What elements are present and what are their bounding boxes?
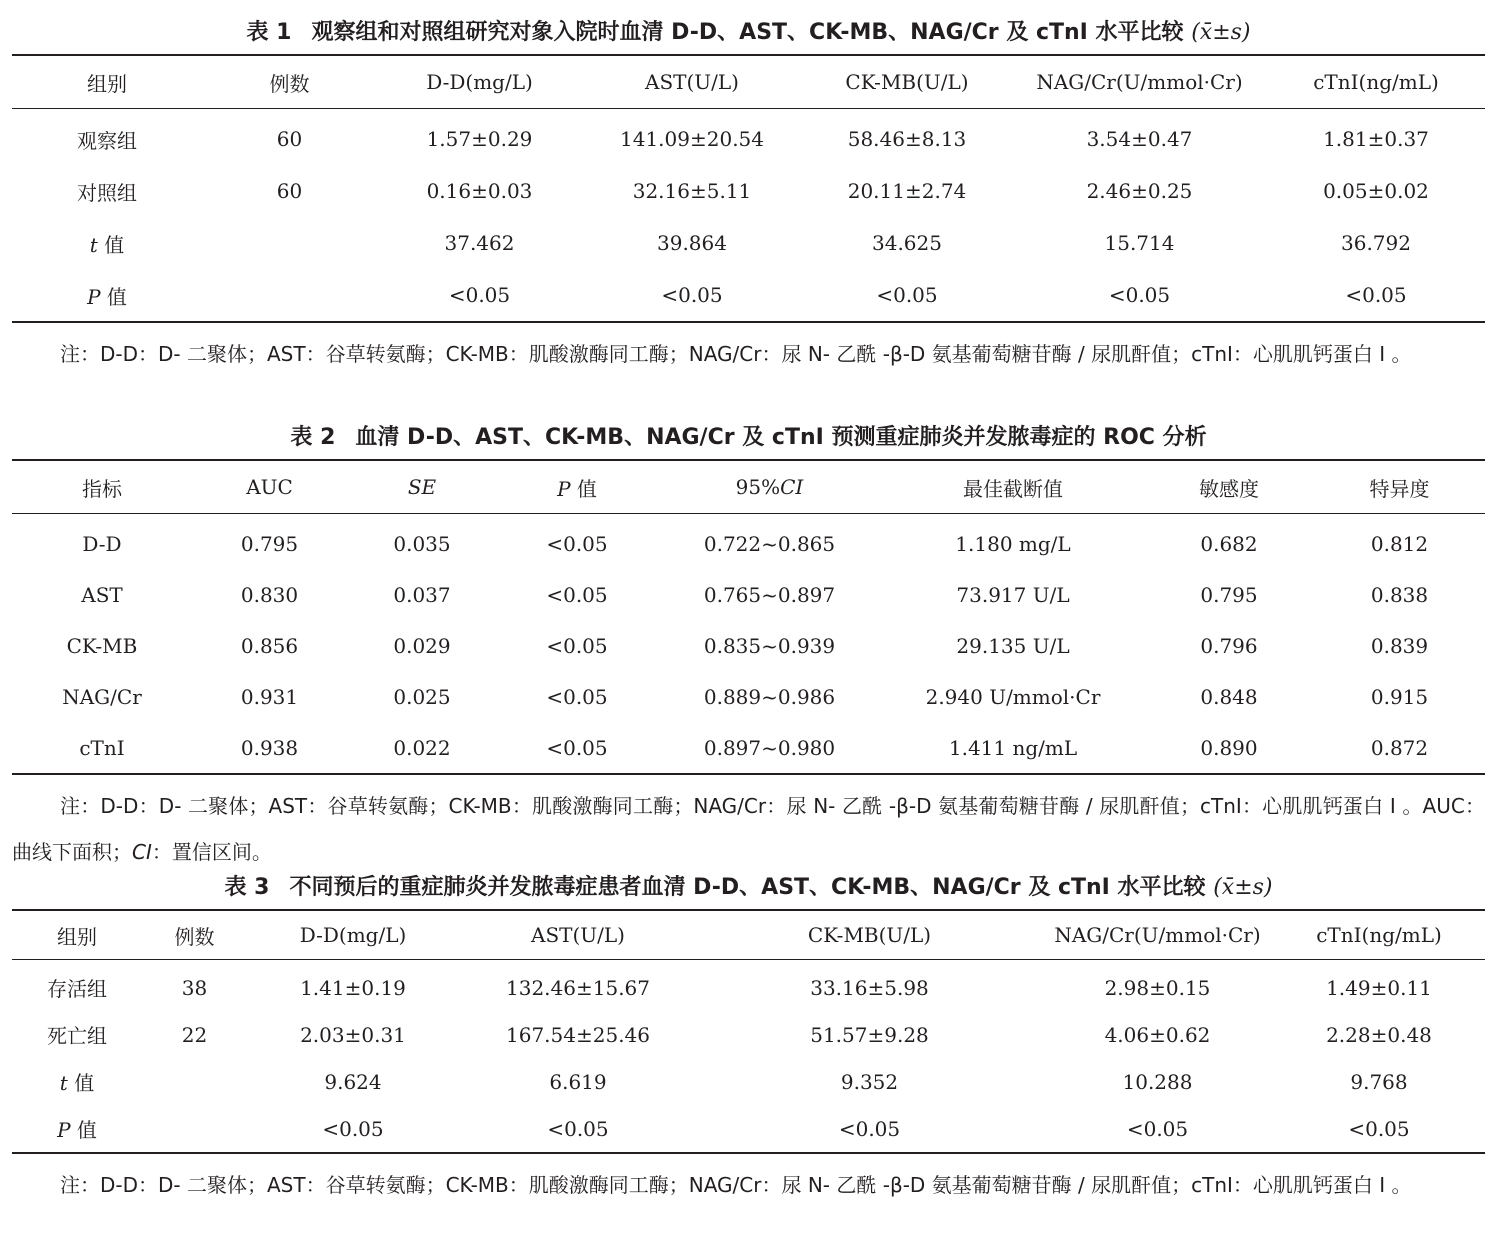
table-row [12,960,1485,1012]
table-3 [12,909,1485,1154]
table-cell: 2.46±0.25 [1086,179,1193,203]
table-3-note: 注：D-D：D- 二聚体；AST：谷草转氨酶；CK-MB：肌酸激酶同工酶；NAG/Cr：尿 N- 乙酰 -β-D 氨基葡萄糖苷酶 / 尿肌酐值；cTnI：心肌肌钙蛋白 I 。 [60,1173,1412,1197]
table-1-header-cell: D-D(mg/L) [426,70,533,94]
table-cell: 0.05±0.02 [1323,179,1429,203]
table-cell: 15.714 [1104,231,1175,255]
table-cell: <0.05 [661,283,723,307]
table-3-header-cell: CK-MB(U/L) [807,923,932,947]
table-1-header-cell: 组别 [87,71,127,96]
table-row [12,165,1485,217]
table-1-title: 观察组和对照组研究对象入院时血清 D-D、AST、CK-MB、NAG/Cr 及 cTnI 水平比较 [311,20,1184,45]
table-2-block [12,423,1485,875]
table-1 [12,54,1485,323]
table-cell: 0.037 [393,582,451,607]
table-1-caption [12,18,1485,48]
table-cell: 1.57±0.29 [426,127,533,151]
table-cell: <0.05 [546,633,608,658]
table-cell: AST [81,582,123,607]
table-cell: 167.54±25.46 [506,1022,650,1047]
table-row-t-value [12,1058,1485,1105]
table-2-label: 表 2 [290,425,336,450]
table-cell: 2.98±0.15 [1104,975,1211,1000]
table-cell [202,217,377,269]
table-cell: 1.411 ng/mL [948,735,1078,760]
table-cell: NAG/Cr [62,684,142,709]
table-3-header-cell: 组别 [57,924,97,949]
table-1-header-cell: AST(U/L) [645,70,739,94]
table-row [12,620,1485,671]
table-cell: 0.022 [393,735,451,760]
table-3-header-cell: NAG/Cr(U/mmol·Cr) [1054,923,1261,947]
table-cell: 0.835~0.939 [703,633,836,658]
table-cell: 0.938 [240,735,299,760]
table-row [12,569,1485,620]
table-cell: 73.917 U/L [956,582,1070,607]
table-cell: 22 [181,1022,208,1047]
table-3-mean-sd: (x̄±s) [1213,875,1273,900]
table-cell: <0.05 [546,735,608,760]
p-value-label: P 值 [57,1118,97,1142]
table-cell: 10.288 [1122,1069,1193,1094]
table-3-block [12,873,1485,1208]
table-cell: 32.16±5.11 [632,179,752,203]
table-3-header-cell: D-D(mg/L) [299,923,407,947]
table-cell: <0.05 [322,1116,384,1141]
table-1-header-row [12,55,1485,109]
table-1-mean-sd: (x̄±s) [1191,20,1251,45]
table-cell [142,1105,247,1153]
table-cell: 1.49±0.11 [1326,975,1432,1000]
table-cell: <0.05 [546,582,608,607]
table-2-header-cell: 指标 [82,476,122,501]
table-cell: 60 [276,179,303,203]
table-3-title: 不同预后的重症肺炎并发脓毒症患者血清 D-D、AST、CK-MB、NAG/Cr 及 cTnI 水平比较 [289,875,1206,900]
table-2-header-cell: 特异度 [1369,476,1430,501]
table-row [12,722,1485,774]
table-cell: 1.180 mg/L [955,531,1071,556]
table-cell [202,269,377,322]
table-cell: 死亡组 [47,1024,107,1048]
table-cell: <0.05 [546,684,608,709]
table-cell: 0.889~0.986 [703,684,836,709]
table-cell: 0.722~0.865 [703,531,836,556]
table-cell: 1.41±0.19 [300,975,406,1000]
table-cell: 1.81±0.37 [1323,127,1429,151]
table-cell: 51.57±9.28 [810,1022,929,1047]
table-cell: 2.03±0.31 [300,1022,406,1047]
table-cell: 33.16±5.98 [810,975,929,1000]
table-cell: <0.05 [1108,283,1171,307]
table-2 [12,459,1485,775]
table-cell: 0.765~0.897 [703,582,836,607]
table-cell: <0.05 [546,531,608,556]
table-cell: 132.46±15.67 [506,975,650,1000]
t-value-label: t 值 [89,232,125,257]
table-row [12,1011,1485,1058]
table-cell: 0.796 [1200,633,1258,658]
table-row [12,109,1485,166]
table-cell: 0.856 [240,633,299,658]
table-cell: 0.897~0.980 [703,735,836,760]
table-cell: 0.029 [393,633,451,658]
table-row-t-value [12,217,1485,269]
table-cell: 3.54±0.47 [1086,127,1193,151]
table-cell: 存活组 [47,977,107,1001]
table-2-header-cell: 最佳截断值 [963,476,1063,501]
table-cell: 39.864 [657,231,727,255]
table-cell: 58.46±8.13 [847,127,967,151]
table-1-label: 表 1 [246,20,292,45]
table-1-header-cell: CK-MB(U/L) [845,70,969,94]
table-cell: 6.619 [549,1069,607,1094]
table-1-block [12,18,1485,377]
table-2-header-row [12,460,1485,514]
table-cell: 2.28±0.48 [1326,1022,1432,1047]
table-cell: 0.848 [1200,684,1258,709]
table-cell: 20.11±2.74 [847,179,967,203]
table-cell: <0.05 [1126,1116,1189,1141]
t-value-label: t 值 [59,1071,95,1095]
table-cell: 37.462 [444,231,515,255]
table-cell: <0.05 [1348,1116,1410,1141]
table-cell: 29.135 U/L [956,633,1070,658]
table-row-p-value [12,269,1485,322]
table-cell: 0.931 [240,684,299,709]
table-cell: 0.795 [240,531,299,556]
table-cell: 60 [276,127,303,151]
table-cell: 0.839 [1370,633,1429,658]
table-cell: 0.915 [1370,684,1429,709]
p-value-label: P 值 [87,284,127,309]
table-cell: 9.352 [840,1069,899,1094]
table-cell: 9.768 [1350,1069,1408,1094]
table-3-header-cell: 例数 [174,924,215,949]
table-cell: <0.05 [876,283,938,307]
table-cell: 36.792 [1341,231,1411,255]
table-cell: 141.09±20.54 [620,127,764,151]
table-cell: 0.872 [1370,735,1429,760]
table-3-header-row [12,910,1485,960]
table-2-header-cell: 敏感度 [1199,476,1259,501]
table-1-header-cell: NAG/Cr(U/mmol·Cr) [1036,70,1243,94]
table-cell: CK-MB [66,633,138,658]
table-3-header-cell: AST(U/L) [531,923,625,947]
table-cell: <0.05 [547,1116,609,1141]
table-2-title: 血清 D-D、AST、CK-MB、NAG/Cr 及 cTnI 预测重症肺炎并发脓毒症的 ROC 分析 [355,425,1207,450]
table-cell: 0.035 [393,531,451,556]
table-row [12,514,1485,570]
table-cell: 34.625 [872,231,942,255]
table-1-note: 注：D-D：D- 二聚体；AST：谷草转氨酶；CK-MB：肌酸激酶同工酶；NAG/Cr：尿 N- 乙酰 -β-D 氨基葡萄糖苷酶 / 尿肌酐值；cTnI：心肌肌钙蛋白 I 。 [60,342,1412,366]
table-cell: 2.940 U/mmol·Cr [925,684,1101,709]
table-cell: <0.05 [1345,283,1407,307]
table-cell: cTnI [79,735,125,760]
table-cell: 0.812 [1370,531,1429,556]
table-2-header-cell: AUC [246,475,293,499]
table-cell: 0.025 [393,684,451,709]
table-cell: 0.16±0.03 [426,179,533,203]
table-cell: 0.830 [240,582,299,607]
table-3-caption [12,873,1485,903]
table-cell: D-D [82,531,122,556]
table-cell: 0.838 [1370,582,1429,607]
table-1-header-cell: cTnI(ng/mL) [1313,70,1439,94]
table-3-label: 表 3 [224,875,270,900]
table-cell: 38 [181,975,208,1000]
table-cell [142,1058,247,1105]
table-cell: 9.624 [324,1069,382,1094]
table-cell: 对照组 [77,180,137,205]
table-row [12,671,1485,722]
table-cell: <0.05 [448,283,511,307]
table-2-note: 注：D-D：D- 二聚体；AST：谷草转氨酶；CK-MB：肌酸激酶同工酶；NAG/Cr：尿 N- 乙酰 -β-D 氨基葡萄糖苷酶 / 尿肌酐值；cTnI：心肌肌钙蛋白 I 。AUC：曲线下面积；CI：置信区间。 [12,794,1485,864]
table-row-p-value [12,1105,1485,1153]
table-cell: 0.890 [1200,735,1258,760]
table-cell: 观察组 [77,128,137,153]
table-cell: 0.682 [1200,531,1258,556]
table-cell: <0.05 [838,1116,901,1141]
table-2-header-cell: P 值 [557,476,597,501]
table-2-header-cell: SE [407,475,437,499]
table-3-header-cell: cTnI(ng/mL) [1316,923,1442,947]
table-cell: 0.795 [1200,582,1258,607]
table-1-header-cell: 例数 [269,71,310,96]
table-cell: 4.06±0.62 [1104,1022,1211,1047]
table-2-header-cell: 95%CI [735,475,804,499]
table-2-caption [12,423,1485,453]
